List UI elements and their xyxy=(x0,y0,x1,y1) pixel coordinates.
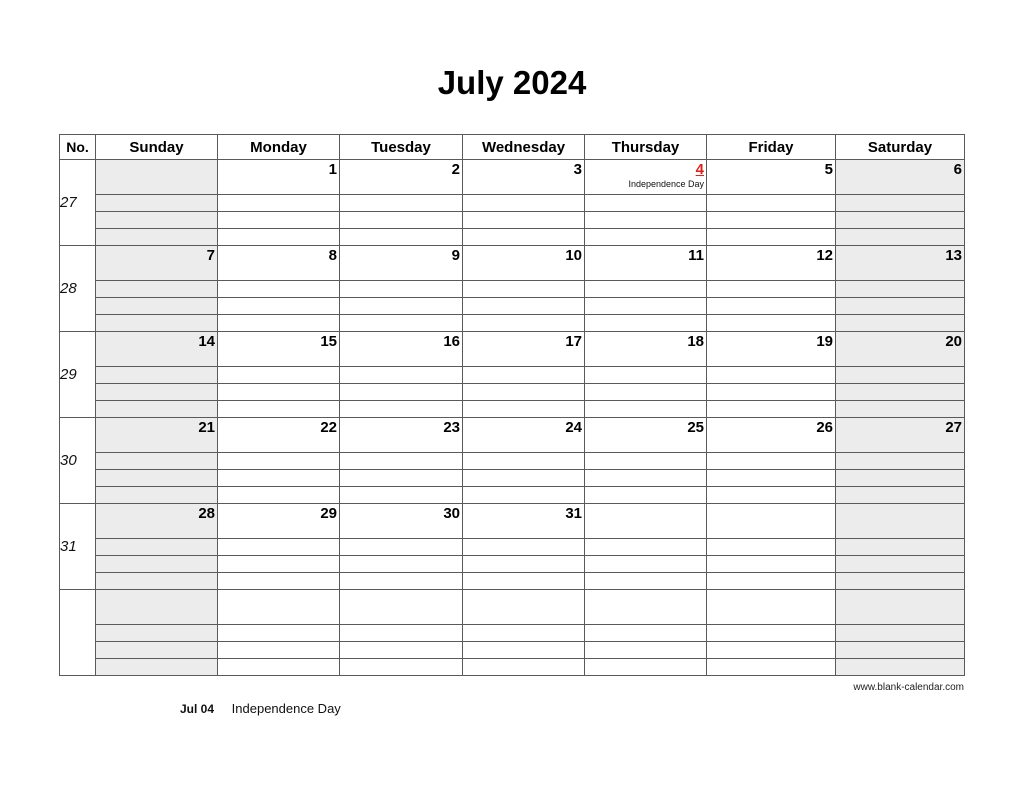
note-line[interactable] xyxy=(340,539,463,556)
note-line[interactable] xyxy=(463,367,585,384)
note-line-row xyxy=(60,401,965,418)
note-line[interactable] xyxy=(340,195,463,212)
note-line[interactable] xyxy=(585,229,707,246)
note-line[interactable] xyxy=(340,367,463,384)
note-line[interactable] xyxy=(340,470,463,487)
day-cell-wednesday[interactable] xyxy=(463,246,585,281)
holiday-legend xyxy=(180,701,341,716)
week-row xyxy=(60,418,965,453)
day-cell-friday[interactable] xyxy=(707,332,836,367)
note-line-row xyxy=(60,229,965,246)
note-line[interactable] xyxy=(463,212,585,229)
note-line[interactable] xyxy=(463,642,585,659)
note-line[interactable] xyxy=(218,384,340,401)
note-line[interactable] xyxy=(585,659,707,676)
note-line[interactable] xyxy=(463,487,585,504)
day-number: 18 xyxy=(687,333,704,350)
note-line-row xyxy=(60,212,965,229)
note-line[interactable] xyxy=(218,487,340,504)
note-line[interactable] xyxy=(707,401,836,418)
note-line[interactable] xyxy=(463,401,585,418)
note-line[interactable] xyxy=(707,659,836,676)
note-line[interactable] xyxy=(218,298,340,315)
note-line[interactable] xyxy=(96,556,218,573)
note-line[interactable] xyxy=(340,487,463,504)
note-line[interactable] xyxy=(707,539,836,556)
note-line[interactable] xyxy=(96,401,218,418)
note-line[interactable] xyxy=(585,453,707,470)
day-cell-friday[interactable] xyxy=(707,418,836,453)
note-line[interactable] xyxy=(707,281,836,298)
note-line[interactable] xyxy=(218,556,340,573)
note-line[interactable] xyxy=(585,487,707,504)
note-line[interactable] xyxy=(707,367,836,384)
header-saturday: Saturday xyxy=(836,135,965,160)
header-friday: Friday xyxy=(707,135,836,160)
day-number: 14 xyxy=(198,333,215,350)
day-cell-wednesday[interactable] xyxy=(463,160,585,195)
note-line[interactable] xyxy=(585,212,707,229)
day-cell-saturday[interactable] xyxy=(836,246,965,281)
note-line[interactable] xyxy=(585,556,707,573)
day-cell-monday[interactable] xyxy=(218,590,340,625)
note-line[interactable] xyxy=(340,315,463,332)
note-line[interactable] xyxy=(707,315,836,332)
note-line[interactable] xyxy=(96,384,218,401)
note-line-row xyxy=(60,281,965,298)
day-number: 5 xyxy=(824,161,833,178)
note-line-row xyxy=(60,573,965,590)
day-cell-sunday[interactable] xyxy=(96,332,218,367)
note-line-row xyxy=(60,487,965,504)
day-cell-wednesday[interactable] xyxy=(463,418,585,453)
day-cell-tuesday[interactable] xyxy=(340,246,463,281)
note-line[interactable] xyxy=(218,659,340,676)
day-number: 11 xyxy=(688,247,704,264)
day-number: 4 xyxy=(695,161,704,178)
day-cell-friday[interactable] xyxy=(707,246,836,281)
note-line[interactable] xyxy=(463,453,585,470)
note-line[interactable] xyxy=(96,281,218,298)
note-line[interactable] xyxy=(585,195,707,212)
day-number: 7 xyxy=(206,247,215,264)
day-cell-tuesday[interactable] xyxy=(340,590,463,625)
note-line[interactable] xyxy=(585,470,707,487)
note-line[interactable] xyxy=(96,573,218,590)
note-line-row xyxy=(60,367,965,384)
note-line[interactable] xyxy=(836,573,965,590)
note-line[interactable] xyxy=(836,298,965,315)
note-line[interactable] xyxy=(463,384,585,401)
note-line[interactable] xyxy=(96,470,218,487)
day-number: 30 xyxy=(443,505,460,522)
day-number: 17 xyxy=(565,333,582,350)
note-line[interactable] xyxy=(340,401,463,418)
note-line[interactable] xyxy=(707,487,836,504)
note-line-row xyxy=(60,539,965,556)
note-line[interactable] xyxy=(836,453,965,470)
note-line[interactable] xyxy=(96,625,218,642)
day-cell-thursday[interactable] xyxy=(585,332,707,367)
note-line[interactable] xyxy=(585,281,707,298)
day-number: 20 xyxy=(945,333,962,350)
day-cell-tuesday[interactable] xyxy=(340,418,463,453)
note-line[interactable] xyxy=(836,195,965,212)
note-line[interactable] xyxy=(340,453,463,470)
note-line[interactable] xyxy=(463,281,585,298)
day-number: 22 xyxy=(320,419,337,436)
day-number: 3 xyxy=(573,161,582,178)
week-number: 31 xyxy=(60,504,96,590)
day-cell-tuesday[interactable] xyxy=(340,160,463,195)
note-line[interactable] xyxy=(218,453,340,470)
note-line[interactable] xyxy=(340,556,463,573)
note-line[interactable] xyxy=(96,659,218,676)
note-line[interactable] xyxy=(836,659,965,676)
day-number: 27 xyxy=(945,419,962,436)
day-cell-sunday[interactable] xyxy=(96,160,218,195)
day-number: 31 xyxy=(565,505,582,522)
note-line[interactable] xyxy=(340,212,463,229)
week-row xyxy=(60,160,965,195)
header-thursday: Thursday xyxy=(585,135,707,160)
note-line[interactable] xyxy=(707,453,836,470)
note-line[interactable] xyxy=(707,556,836,573)
note-line[interactable] xyxy=(585,384,707,401)
note-line[interactable] xyxy=(585,315,707,332)
note-line[interactable] xyxy=(96,229,218,246)
day-number: 25 xyxy=(687,419,704,436)
day-number: 23 xyxy=(443,419,460,436)
note-line-row xyxy=(60,625,965,642)
note-line[interactable] xyxy=(96,315,218,332)
week-number xyxy=(60,590,96,676)
day-cell-friday[interactable] xyxy=(707,160,836,195)
day-cell-wednesday[interactable] xyxy=(463,504,585,539)
note-line[interactable] xyxy=(340,642,463,659)
day-cell-friday[interactable] xyxy=(707,590,836,625)
day-number: 16 xyxy=(443,333,460,350)
note-line[interactable] xyxy=(96,487,218,504)
day-cell-tuesday[interactable] xyxy=(340,504,463,539)
day-cell-sunday[interactable] xyxy=(96,504,218,539)
note-line-row xyxy=(60,453,965,470)
note-line[interactable] xyxy=(218,229,340,246)
note-line[interactable] xyxy=(707,470,836,487)
calendar-grid xyxy=(59,134,965,676)
header-tuesday: Tuesday xyxy=(340,135,463,160)
note-line[interactable] xyxy=(707,642,836,659)
header-wednesday: Wednesday xyxy=(463,135,585,160)
note-line[interactable] xyxy=(463,625,585,642)
note-line[interactable] xyxy=(836,487,965,504)
note-line[interactable] xyxy=(340,659,463,676)
note-line[interactable] xyxy=(96,642,218,659)
note-line[interactable] xyxy=(96,453,218,470)
week-number: 29 xyxy=(60,332,96,418)
note-line[interactable] xyxy=(707,573,836,590)
day-cell-saturday[interactable] xyxy=(836,160,965,195)
week-number: 30 xyxy=(60,418,96,504)
note-line[interactable] xyxy=(707,212,836,229)
note-line[interactable] xyxy=(585,298,707,315)
note-line-row xyxy=(60,470,965,487)
note-line[interactable] xyxy=(218,642,340,659)
note-line[interactable] xyxy=(463,195,585,212)
note-line[interactable] xyxy=(836,281,965,298)
day-cell-wednesday[interactable] xyxy=(463,332,585,367)
day-number: 26 xyxy=(816,419,833,436)
note-line[interactable] xyxy=(707,298,836,315)
note-line[interactable] xyxy=(340,281,463,298)
day-cell-friday[interactable] xyxy=(707,504,836,539)
note-line[interactable] xyxy=(218,281,340,298)
day-number: 13 xyxy=(945,247,962,264)
note-line-row xyxy=(60,642,965,659)
note-line[interactable] xyxy=(707,229,836,246)
note-line[interactable] xyxy=(836,642,965,659)
day-cell-thursday[interactable] xyxy=(585,590,707,625)
note-line[interactable] xyxy=(585,573,707,590)
day-number: 9 xyxy=(451,247,460,264)
day-number: 1 xyxy=(328,161,337,178)
note-line[interactable] xyxy=(585,539,707,556)
day-number: 12 xyxy=(816,247,833,264)
header-monday: Monday xyxy=(218,135,340,160)
note-line[interactable] xyxy=(707,384,836,401)
note-line[interactable] xyxy=(463,298,585,315)
note-line[interactable] xyxy=(836,212,965,229)
day-cell-saturday[interactable] xyxy=(836,504,965,539)
week-row xyxy=(60,246,965,281)
note-line[interactable] xyxy=(836,470,965,487)
note-line-row xyxy=(60,659,965,676)
note-line[interactable] xyxy=(836,401,965,418)
week-row xyxy=(60,332,965,367)
note-line[interactable] xyxy=(463,470,585,487)
day-number: 19 xyxy=(816,333,833,350)
day-cell-saturday[interactable] xyxy=(836,332,965,367)
day-number: 28 xyxy=(198,505,215,522)
day-number: 21 xyxy=(198,419,215,436)
holiday-label: Independence Day xyxy=(628,179,704,189)
note-line-row xyxy=(60,195,965,212)
day-cell-monday[interactable] xyxy=(218,332,340,367)
day-cell-tuesday[interactable] xyxy=(340,332,463,367)
note-line[interactable] xyxy=(96,195,218,212)
note-line-row xyxy=(60,384,965,401)
legend-holiday-name: Independence Day xyxy=(231,701,341,716)
note-line[interactable] xyxy=(340,573,463,590)
week-row xyxy=(60,504,965,539)
day-cell-monday[interactable] xyxy=(218,160,340,195)
day-cell-thursday[interactable] xyxy=(585,246,707,281)
note-line[interactable] xyxy=(585,642,707,659)
week-number: 28 xyxy=(60,246,96,332)
website-credit: www.blank-calendar.com xyxy=(853,682,964,693)
week-number: 27 xyxy=(60,160,96,246)
day-cell-saturday[interactable] xyxy=(836,590,965,625)
note-line[interactable] xyxy=(340,298,463,315)
calendar-title: July 2024 xyxy=(437,64,587,101)
note-line-row xyxy=(60,315,965,332)
note-line[interactable] xyxy=(836,315,965,332)
day-cell-sunday[interactable] xyxy=(96,590,218,625)
note-line[interactable] xyxy=(463,556,585,573)
note-line[interactable] xyxy=(836,384,965,401)
note-line[interactable] xyxy=(218,470,340,487)
note-line[interactable] xyxy=(836,229,965,246)
note-line[interactable] xyxy=(340,384,463,401)
note-line[interactable] xyxy=(340,229,463,246)
note-line-row xyxy=(60,298,965,315)
note-line[interactable] xyxy=(218,401,340,418)
day-number: 6 xyxy=(953,161,962,178)
note-line[interactable] xyxy=(96,367,218,384)
day-number: 15 xyxy=(320,333,337,350)
day-cell-thursday[interactable] xyxy=(585,418,707,453)
day-cell-wednesday[interactable] xyxy=(463,590,585,625)
day-cell-thursday[interactable] xyxy=(585,160,707,195)
note-line[interactable] xyxy=(218,625,340,642)
note-line[interactable] xyxy=(585,367,707,384)
note-line[interactable] xyxy=(218,315,340,332)
note-line[interactable] xyxy=(218,573,340,590)
day-number: 29 xyxy=(320,505,337,522)
note-line[interactable] xyxy=(96,212,218,229)
day-cell-saturday[interactable] xyxy=(836,418,965,453)
note-line[interactable] xyxy=(836,556,965,573)
header-week-number: No. xyxy=(60,135,96,160)
note-line[interactable] xyxy=(707,195,836,212)
day-number: 24 xyxy=(565,419,582,436)
note-line[interactable] xyxy=(707,625,836,642)
note-line[interactable] xyxy=(96,298,218,315)
week-row xyxy=(60,590,965,625)
day-number: 2 xyxy=(451,161,460,178)
note-line[interactable] xyxy=(218,195,340,212)
note-line[interactable] xyxy=(836,539,965,556)
note-line[interactable] xyxy=(218,212,340,229)
note-line[interactable] xyxy=(218,539,340,556)
day-cell-thursday[interactable] xyxy=(585,504,707,539)
note-line[interactable] xyxy=(463,659,585,676)
legend-date: Jul 04 xyxy=(180,702,215,716)
note-line[interactable] xyxy=(463,573,585,590)
note-line[interactable] xyxy=(96,539,218,556)
note-line[interactable] xyxy=(218,367,340,384)
header-row xyxy=(60,135,965,160)
day-cell-monday[interactable] xyxy=(218,504,340,539)
note-line[interactable] xyxy=(463,315,585,332)
note-line[interactable] xyxy=(340,625,463,642)
note-line[interactable] xyxy=(585,401,707,418)
day-cell-monday[interactable] xyxy=(218,418,340,453)
day-cell-sunday[interactable] xyxy=(96,418,218,453)
note-line[interactable] xyxy=(585,625,707,642)
day-number: 8 xyxy=(328,247,337,264)
note-line-row xyxy=(60,556,965,573)
day-cell-sunday[interactable] xyxy=(96,246,218,281)
note-line[interactable] xyxy=(463,229,585,246)
header-sunday: Sunday xyxy=(96,135,218,160)
day-number: 10 xyxy=(565,247,582,264)
note-line[interactable] xyxy=(463,539,585,556)
note-line[interactable] xyxy=(836,367,965,384)
day-cell-monday[interactable] xyxy=(218,246,340,281)
note-line[interactable] xyxy=(836,625,965,642)
